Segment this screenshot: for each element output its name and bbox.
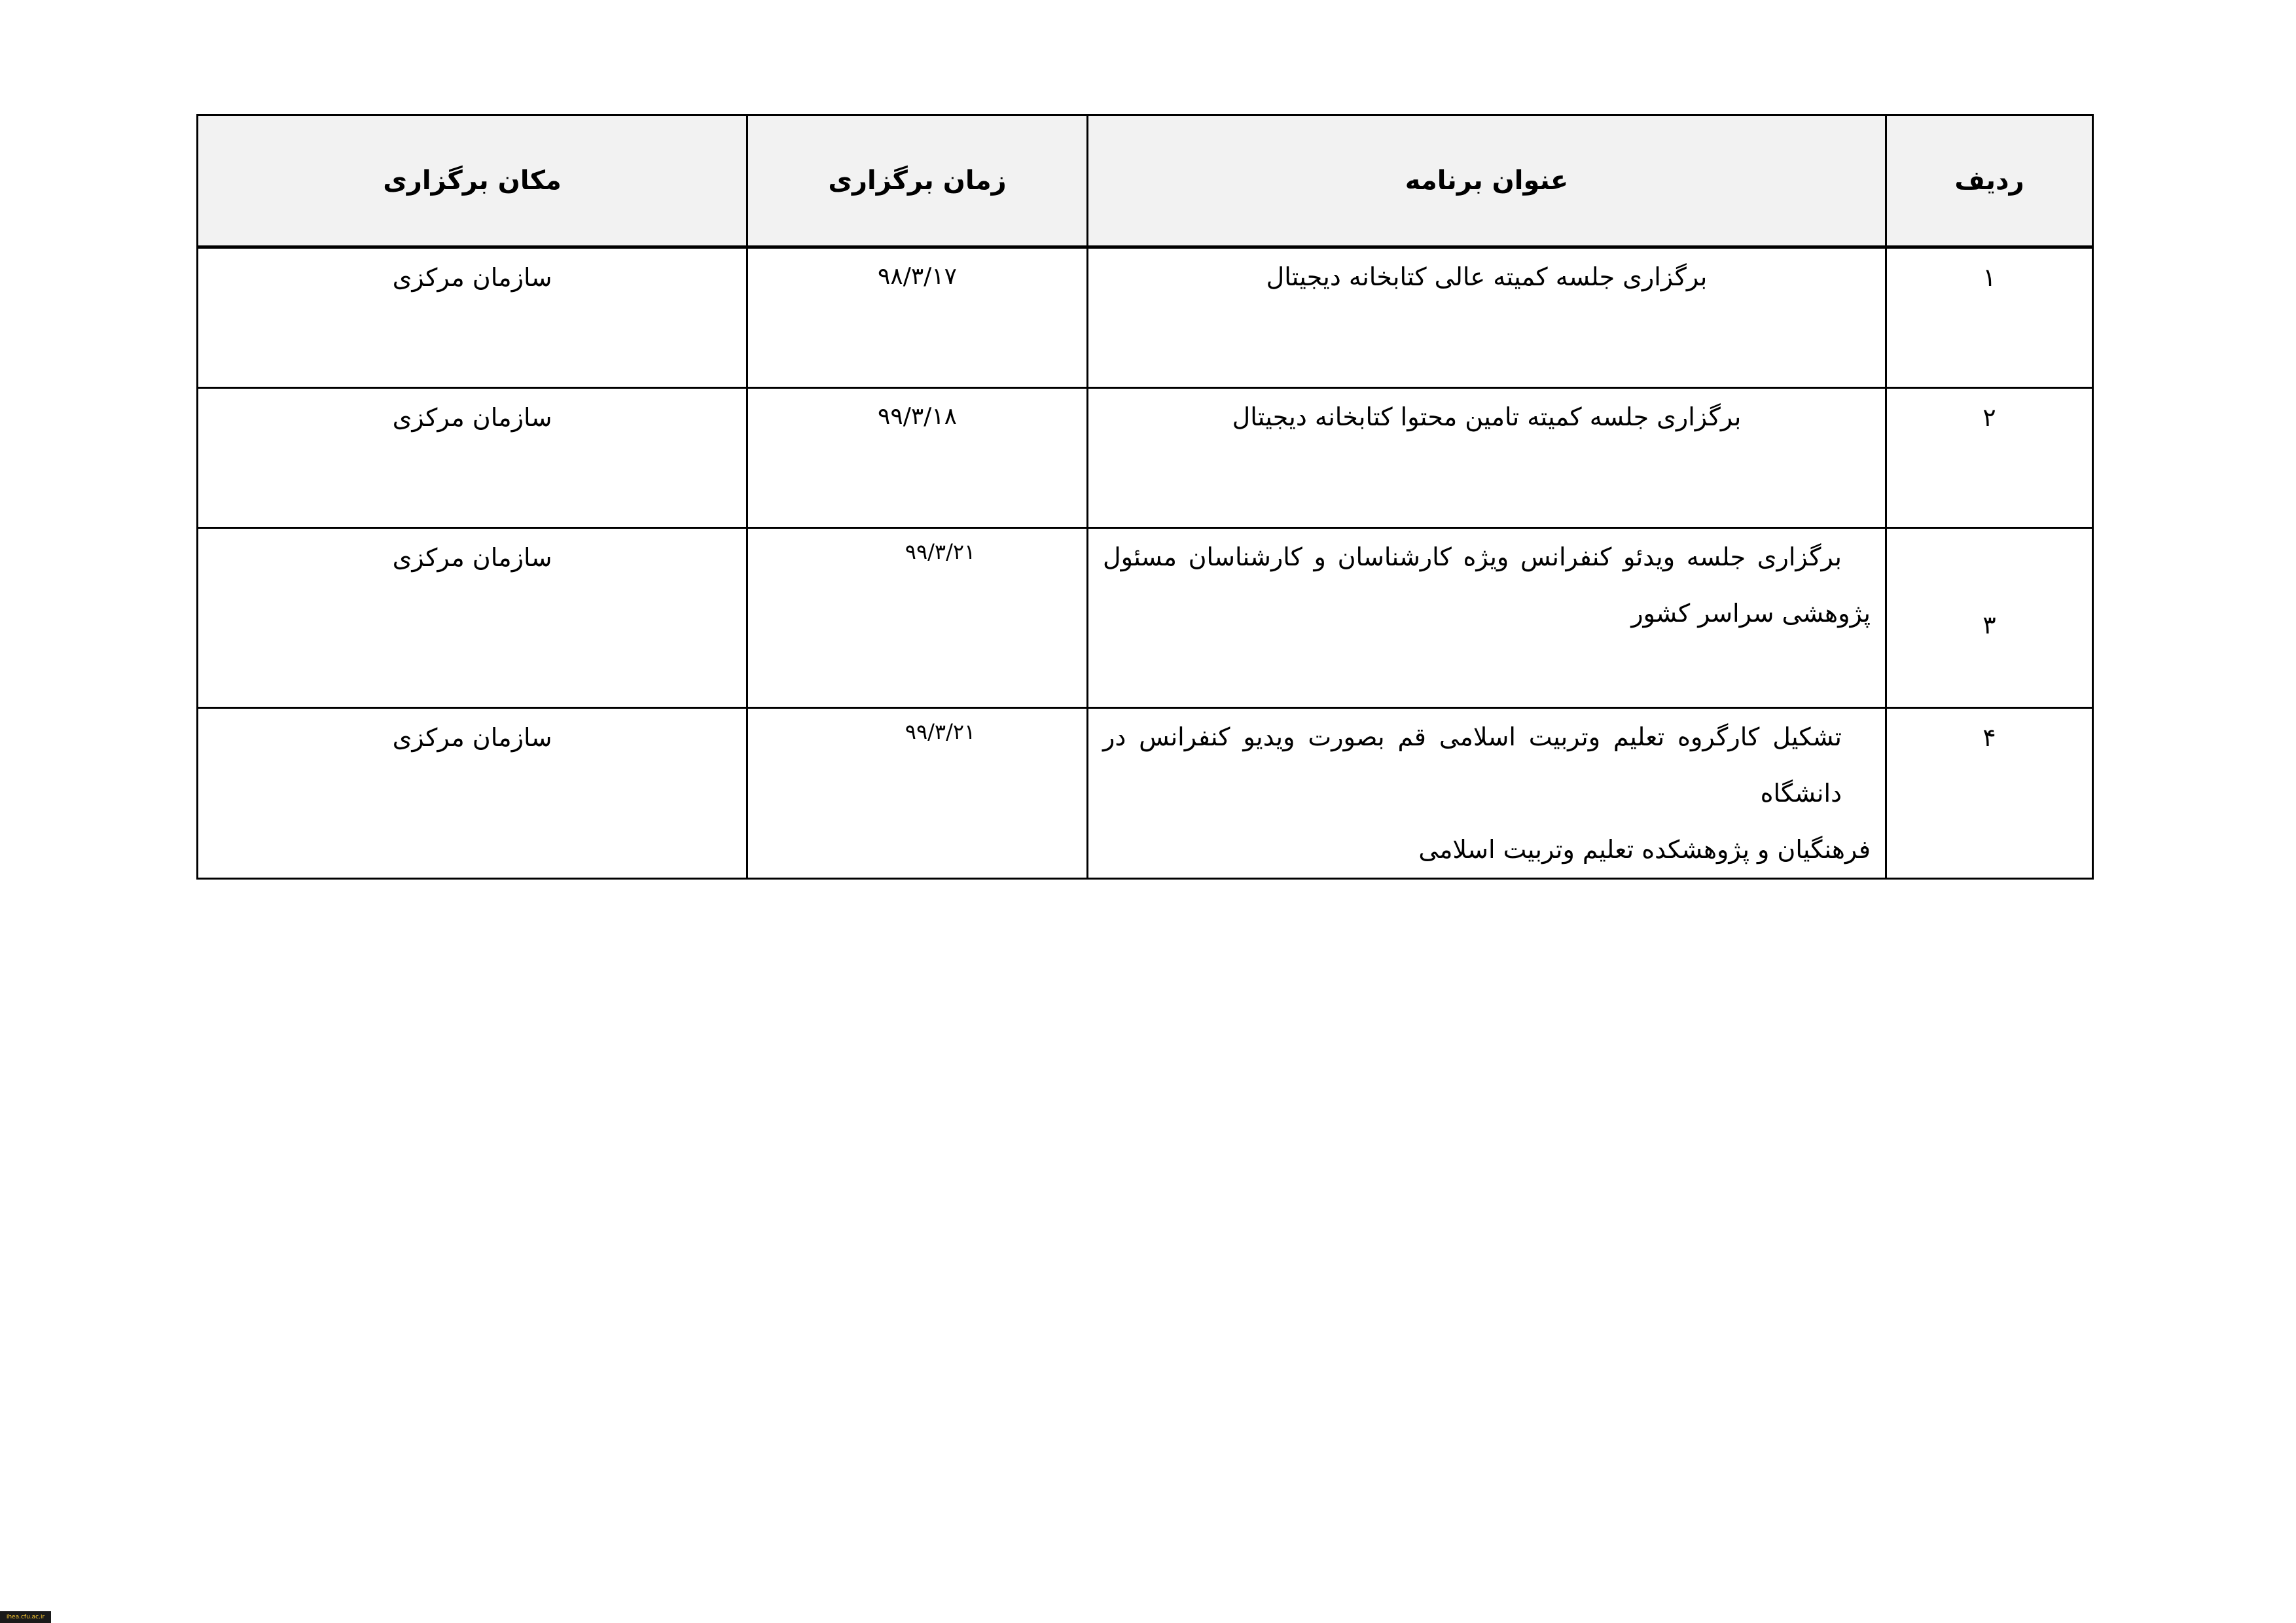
place-cell: سازمان مرکزی xyxy=(198,708,747,879)
program-title-cell xyxy=(1088,528,1886,708)
table-header xyxy=(198,115,2093,247)
date-cell: ۹۹/۳/۲۱ xyxy=(747,708,1088,879)
program-title-cell xyxy=(1088,388,1886,528)
place-cell: سازمان مرکزی xyxy=(198,388,747,528)
footer-badge: ihea.cfu.ac.ir xyxy=(0,1611,51,1623)
header-date: زمان برگزاری xyxy=(747,115,1088,247)
header-row-number: ردیف xyxy=(1886,115,2093,247)
program-title-text: برگزاری جلسه کمیته عالی کتابخانه دیجیتال xyxy=(1266,262,1708,291)
header-program-title: عنوان برنامه xyxy=(1088,115,1886,247)
table-row xyxy=(198,247,2093,388)
schedule-table xyxy=(196,114,2094,880)
table-row xyxy=(198,388,2093,528)
place-cell: سازمان مرکزی xyxy=(198,528,747,708)
row-number-cell: ۳ xyxy=(1886,528,2093,708)
table-row xyxy=(198,528,2093,708)
header-row xyxy=(198,115,2093,247)
header-place: مکان برگزاری xyxy=(198,115,747,247)
table-body xyxy=(198,247,2093,879)
row-number-cell: ۱ xyxy=(1886,247,2093,388)
program-title-cell xyxy=(1088,708,1886,879)
program-title-cell xyxy=(1088,247,1886,388)
program-title-line-2: پژوهشی سراسر کشور xyxy=(1631,599,1871,628)
program-title-line-1: برگزاری جلسه ویدئو کنفرانس ویژه کارشناسان و کارشناسان مسئول xyxy=(1103,543,1842,571)
place-cell: سازمان مرکزی xyxy=(198,247,747,388)
date-cell: ۹۸/۳/۱۷ xyxy=(747,247,1088,388)
row-number-cell: ۴ xyxy=(1886,708,2093,879)
table-row xyxy=(198,708,2093,879)
program-title-text: برگزاری جلسه کمیته تامین محتوا کتابخانه دیجیتال xyxy=(1232,402,1742,431)
row-number-cell: ۲ xyxy=(1886,388,2093,528)
program-title-line-2: فرهنگیان و پژوهشکده تعلیم وتربیت اسلامی xyxy=(1418,835,1871,864)
program-title-line-1: تشکیل کارگروه تعلیم وتربیت اسلامی قم بصورت ویدیو کنفرانس در دانشگاه xyxy=(1103,722,1842,808)
date-cell: ۹۹/۳/۱۸ xyxy=(747,388,1088,528)
date-cell: ۹۹/۳/۲۱ xyxy=(747,528,1088,708)
